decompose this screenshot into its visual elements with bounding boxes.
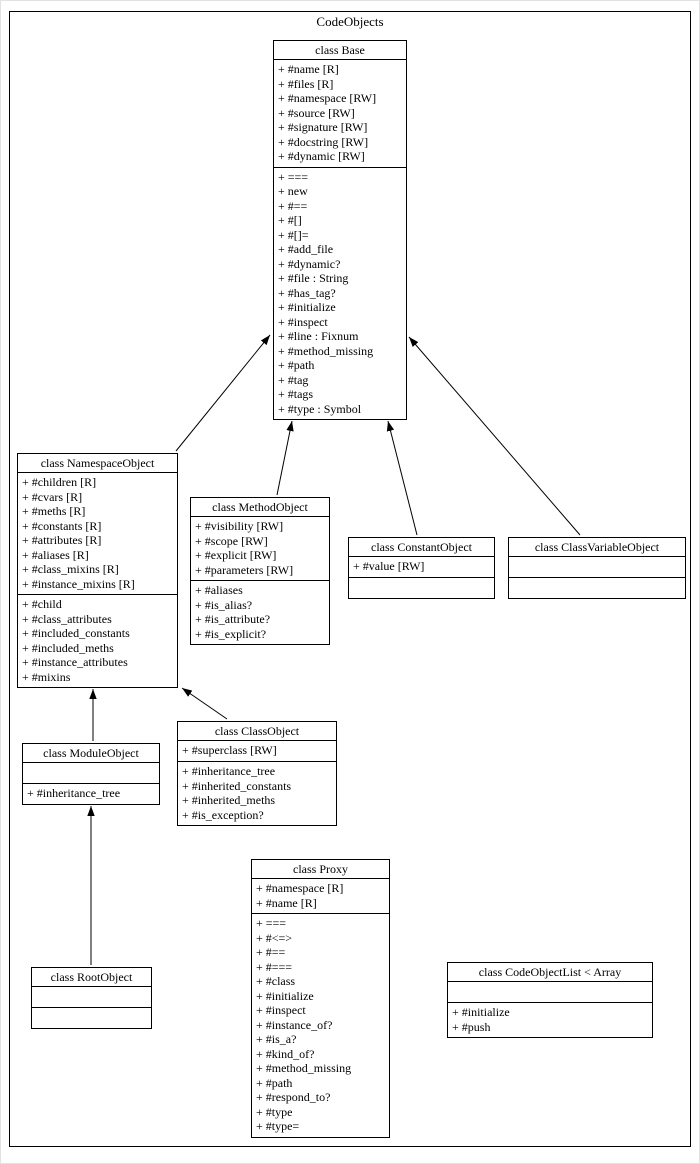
member: + #dynamic [RW] <box>278 149 365 163</box>
member: + === <box>256 916 287 930</box>
attributes-section <box>32 986 151 1007</box>
member: + #add_file <box>278 242 334 256</box>
member: + === <box>278 169 309 184</box>
class-box-root-object <box>31 967 152 1029</box>
class-title: class CodeObjectList < Array <box>478 965 622 979</box>
methods-section <box>18 594 177 687</box>
methods-section <box>23 783 159 804</box>
member: + #class <box>256 974 296 988</box>
attributes-section <box>252 878 389 913</box>
methods-section <box>509 577 685 598</box>
methods-section <box>178 761 336 825</box>
member: + #dynamic? <box>278 256 341 271</box>
member: + #attributes [R] <box>22 533 102 547</box>
member: + #inspect <box>256 1003 306 1017</box>
member: + #meths [R] <box>22 504 86 518</box>
member: + #files [R] <box>278 76 334 91</box>
attributes-section <box>23 762 159 783</box>
member: + #== <box>278 198 308 213</box>
member: + #kind_of? <box>256 1046 315 1061</box>
member: + #tag <box>278 372 309 387</box>
class-title: class NamespaceObject <box>40 456 155 470</box>
class-box-method-object <box>190 497 330 645</box>
member: + #signature [RW] <box>278 120 368 134</box>
member: + #included_constants <box>22 626 130 640</box>
class-title: class RootObject <box>50 970 133 984</box>
member: + #inherited_constants <box>182 778 292 793</box>
class-box-proxy <box>251 859 390 1138</box>
member: + #type <box>256 1104 293 1119</box>
member: + #mixins <box>22 669 71 684</box>
member: + #type= <box>256 1119 300 1133</box>
class-box-base <box>273 40 407 420</box>
member: + #name [R] <box>256 895 317 910</box>
member: + #visibility [RW] <box>195 519 284 533</box>
member: + #class_attributes <box>22 611 112 626</box>
member: + #path <box>278 358 315 372</box>
methods-section <box>191 580 329 644</box>
methods-section <box>349 577 494 598</box>
attributes-section <box>178 740 336 761</box>
member: + #scope [RW] <box>195 533 268 548</box>
member: + #path <box>256 1075 293 1090</box>
member: + #is_a? <box>256 1032 297 1046</box>
class-box-code-object-list <box>447 962 653 1038</box>
member: + #is_attribute? <box>195 612 271 626</box>
member: + #parameters [RW] <box>195 562 294 577</box>
member: + #namespace [RW] <box>278 91 377 105</box>
member: + #included_meths <box>22 640 114 655</box>
class-box-class-object <box>177 721 337 826</box>
member: + #is_explicit? <box>195 626 267 641</box>
member: + #is_alias? <box>195 597 253 612</box>
member: + #initialize <box>278 300 336 314</box>
member: + #instance_mixins [R] <box>22 576 135 591</box>
member: + new <box>278 184 308 198</box>
member: + #cvars [R] <box>22 489 83 504</box>
member: + #class_mixins [R] <box>22 562 119 576</box>
member: + #type : Symbol <box>278 401 362 416</box>
member: + #method_missing <box>278 343 374 358</box>
member: + #instance_of? <box>256 1017 333 1032</box>
member: + #aliases <box>195 583 243 597</box>
member: + #file : String <box>278 271 349 285</box>
member: + #constants [R] <box>22 518 102 533</box>
cluster-title: CodeObjects <box>316 14 384 29</box>
class-box-class-variable-object <box>508 537 686 599</box>
class-title: class MethodObject <box>212 500 308 514</box>
member: + #superclass [RW] <box>182 743 277 757</box>
member: + #initialize <box>256 988 314 1003</box>
class-box-constant-object <box>348 537 495 599</box>
member: + #inheritance_tree <box>27 786 121 800</box>
attributes-section <box>274 59 406 167</box>
class-title: class ClassVariableObject <box>534 540 660 554</box>
member: + #name [R] <box>278 62 339 76</box>
member: + #inherited_meths <box>182 793 276 807</box>
member: + #tags <box>278 387 314 401</box>
member: + #children [R] <box>22 475 97 489</box>
attributes-section <box>509 556 685 577</box>
member: + #[]= <box>278 227 309 242</box>
class-box-module-object <box>22 743 160 805</box>
attributes-section <box>191 516 329 580</box>
member: + #[] <box>278 213 302 227</box>
member: + #docstring [RW] <box>278 134 369 149</box>
member: + #has_tag? <box>278 285 336 300</box>
attributes-section <box>349 556 494 577</box>
methods-section <box>274 167 406 420</box>
member: + #<=> <box>256 930 293 945</box>
member: + #method_missing <box>256 1061 352 1075</box>
member: + #source [RW] <box>278 105 355 120</box>
member: + #initialize <box>452 1005 510 1019</box>
member: + #=== <box>256 959 293 974</box>
member: + #explicit [RW] <box>195 548 277 562</box>
methods-section <box>32 1007 151 1028</box>
class-title: class ModuleObject <box>43 746 139 760</box>
class-box-namespace-object <box>17 453 178 688</box>
class-title: class Base <box>315 43 365 57</box>
attributes-section <box>18 472 177 594</box>
methods-section <box>448 1002 652 1037</box>
member: + #child <box>22 597 62 611</box>
class-title: class Proxy <box>293 862 348 876</box>
member: + #== <box>256 945 286 959</box>
attributes-section <box>448 981 652 1002</box>
class-title: class ClassObject <box>214 724 300 738</box>
member: + #value [RW] <box>353 559 425 573</box>
methods-section <box>252 913 389 1137</box>
member: + #namespace [R] <box>256 881 344 895</box>
member: + #instance_attributes <box>22 655 128 669</box>
member: + #line : Fixnum <box>278 329 359 343</box>
member: + #is_exception? <box>182 807 264 822</box>
member: + #inspect <box>278 314 328 329</box>
class-title: class ConstantObject <box>371 540 472 554</box>
member: + #push <box>452 1019 491 1034</box>
member: + #respond_to? <box>256 1090 331 1104</box>
member: + #inheritance_tree <box>182 764 276 778</box>
member: + #aliases [R] <box>22 547 89 562</box>
